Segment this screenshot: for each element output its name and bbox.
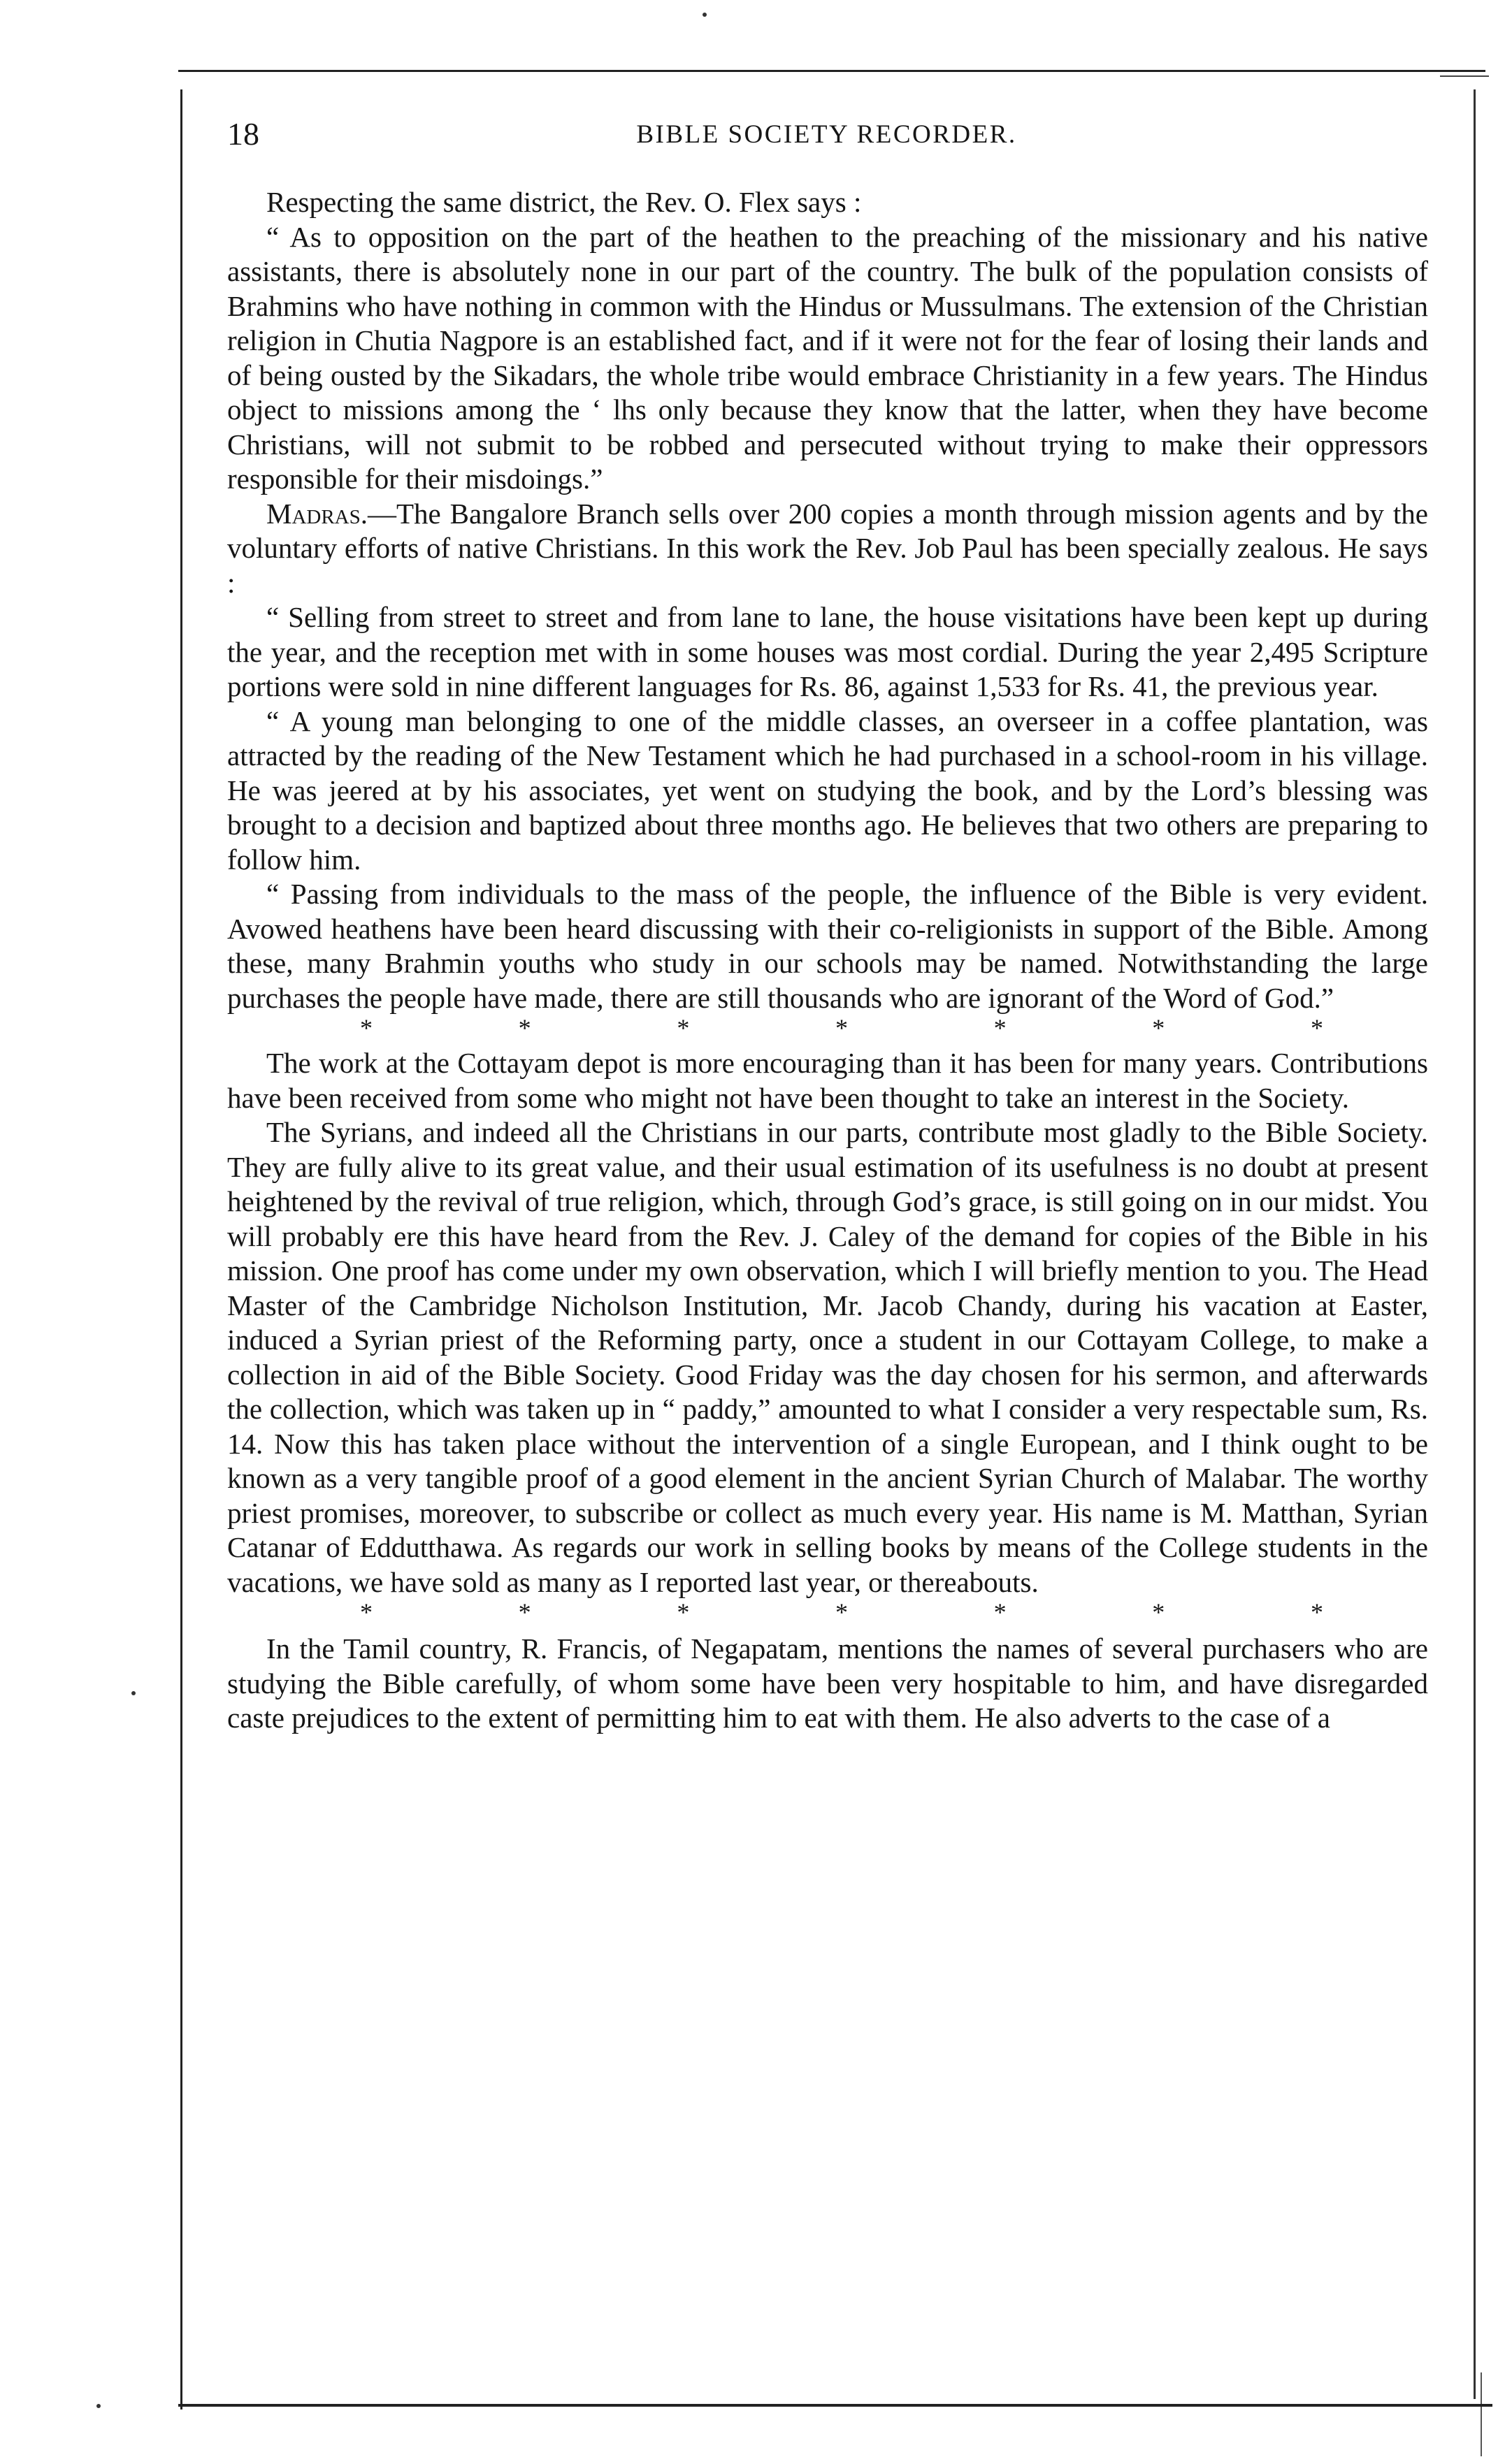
page-number: 18	[227, 116, 259, 152]
star: *	[518, 1014, 531, 1042]
quote-paragraph: “ As to opposition on the part of the heathen to the preaching of the missionary and his native assistants, there is absolutely none in our part of the country. The bulk of the population consists of Brahmins who have nothing in common with the Hindus or Mussulmans. The extension of the Christian religion in Chutia Nagpore is an established fact, and if it were not for the fear of losing their lands and of being ousted by the Sikadars, the whole tribe would embrace Christianity in a few years. The Hindus object to missions among the ‘ lhs only because they know that the latter, when they have become Christians, will not submit to be robbed and persecuted without trying to make their oppressors responsible for their misdoings.”	[227, 220, 1428, 495]
paragraph: In the Tamil country, R. Francis, of Negapatam, mentions the names of several purchasers who are studying the Bible carefully, of whom some have been very hospitable to him, and have disregarded caste prejudices to the extent of permitting him to eat with them. He also adverts to the case of a	[227, 1632, 1428, 1734]
asterism-separator	[227, 1015, 1428, 1041]
running-title: BIBLE SOCIETY RECORDER.	[636, 120, 1017, 149]
paragraph: Respecting the same district, the Rev. O. Flex says :	[266, 186, 862, 218]
paragraph	[227, 497, 1428, 601]
section-heading-madras: Madras.	[266, 497, 368, 530]
star: *	[360, 1598, 373, 1626]
print-speck	[96, 2404, 101, 2408]
star: *	[1152, 1014, 1165, 1042]
star: *	[1310, 1014, 1323, 1042]
star: *	[518, 1598, 531, 1626]
left-rule	[180, 89, 182, 2409]
bottom-rule	[178, 2404, 1492, 2407]
star: *	[993, 1014, 1007, 1042]
star: *	[677, 1598, 690, 1626]
paragraph: The Syrians, and indeed all the Christians in our parts, contribute most gladly to the Bible Society. They are fully alive to its great value, and their usual estimation of its usefulness is no doubt at present heightened by the revival of true religion, which, through God’s grace, is still going on in our midst. You will probably ere this have heard from the Rev. J. Caley of the demand for copies of the Bible in his mission. One proof has come under my own observation, which I will briefly mention to you. The Head Master of the Cambridge Nicholson Institution, Mr. Jacob Chandy, during his vacation at Easter, induced a Syrian priest of the Reforming party, once a student in our Cottayam College, to make a collection in aid of the Bible Society. Good Friday was the day chosen for his sermon, and afterwards the collection, which was taken up in “ paddy,” amounted to what I consider a very respectable sum, Rs. 14. Now this has taken place without the intervention of a single European, and I think ought to be known as a very tangible proof of a good element in the ancient Syrian Church of Malabar. The worthy priest promises, moreover, to subscribe or collect as much every year. His name is M. Matthan, Syrian Catanar of Eddutthawa. As regards our work in selling books by means of the College students in the vacations, we have sold as many as I reported last year, or thereabouts.	[227, 1116, 1428, 1598]
star: *	[677, 1014, 690, 1042]
quote-paragraph: “ Passing from individuals to the mass of the people, the influence of the Bible is very evident. Avowed heathens have been heard discussing with their co-religionists in support of the Bible. Among these, many Brahmin youths who study in our schools may be named. Notwithstanding the large purchases the people have made, there are still thousands who are ignorant of the Word of God.”	[227, 878, 1428, 1014]
right-rule-fragment	[1481, 2372, 1482, 2456]
page-header	[227, 115, 1426, 157]
star: *	[835, 1014, 848, 1042]
top-rule	[178, 70, 1485, 72]
top-rule-fragment	[1440, 75, 1489, 77]
print-speck	[131, 1691, 136, 1695]
quote-paragraph: “ A young man belonging to one of the middle classes, an overseer in a coffee plantation, was attracted by the reading of the New Testament which he had purchased in a school-room in his village. He was jeered at by his associates, yet went on studying the book, and by the Lord’s blessing was brought to a decision and baptized about three months ago. He believes that two others are preparing to follow him.	[227, 704, 1428, 876]
star: *	[993, 1598, 1007, 1626]
quote-paragraph: “ Selling from street to street and from lane to lane, the house visitations have been kept up during the year, and the reception met with in some houses was most cordial. During the year 2,495 Scripture portions were sold in nine different languages for Rs. 86, against 1,533 for Rs. 41, the previous year.	[227, 601, 1428, 702]
star: *	[360, 1014, 373, 1042]
print-speck	[703, 13, 707, 17]
asterism-separator	[227, 1600, 1428, 1625]
star: *	[835, 1598, 848, 1626]
paragraph: The work at the Cottayam depot is more encouraging than it has been for many years. Contributions have been received from some who might not have been thought to take an interest in the Society.	[227, 1047, 1428, 1114]
article-body	[227, 185, 1428, 1736]
star: *	[1310, 1598, 1323, 1626]
right-rule	[1474, 89, 1476, 2399]
paragraph-text: —The Bangalore Branch sells over 200 copies a month through mission agents and by the voluntary efforts of native Christians. In this work the Rev. Job Paul has been specially zealous. He says :	[227, 497, 1428, 599]
star: *	[1152, 1598, 1165, 1626]
